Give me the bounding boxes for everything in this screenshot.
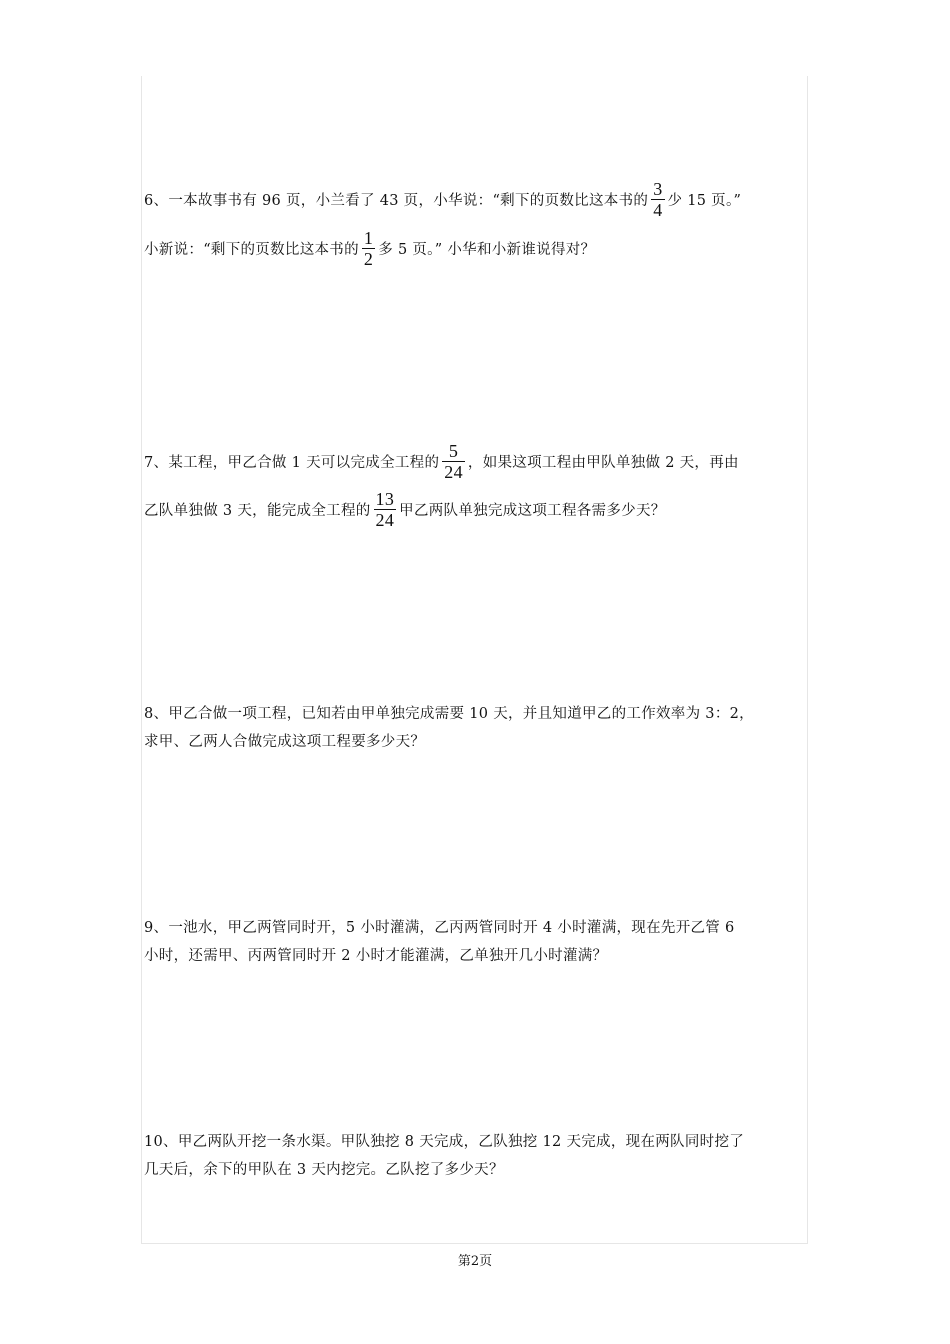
problem-7-line-1-tail: ，如果这项工程由甲队单独做 2 天，再由 — [467, 454, 739, 471]
problem-10-line-2: 几天后，余下的甲队在 3 天内挖完。乙队挖了多少天？ — [144, 1161, 504, 1178]
problem-10-line-1: 10、甲乙两队开挖一条水渠。甲队独挖 8 天完成，乙队独挖 12 天完成，现在两队同时挖了 — [144, 1133, 745, 1150]
fraction-three-quarters: $\frac{3}{4}$ — [653, 178, 663, 220]
problem-9-line-2: 小时，还需甲、丙两管同时开 2 小时才能灌满，乙单独开几小时灌满？ — [144, 947, 608, 964]
problem-6-line-2-text: 小新说：“剩下的页数比这本书的 — [144, 241, 359, 258]
problem-6-line-2-tail: 多 5 页。” 小华和小新谁说得对？ — [378, 241, 596, 258]
problem-7-line-2-tail: 甲乙两队单独完成这项工程各需多少天？ — [399, 502, 666, 519]
problem-6-line-1-tail: 少 15 页。” — [667, 192, 742, 209]
problem-9-line-1: 9、一池水，甲乙两管同时开，5 小时灌满，乙丙两管同时开 4 小时灌满，现在先开乙管 6 — [144, 919, 735, 936]
problem-6-line-2 — [144, 219, 595, 277]
problem-7-line-2 — [144, 480, 666, 538]
fraction-thirteen-twentyfourths: $\frac{13}{24}$ — [375, 488, 395, 530]
problem-7-line-1-text: 7、某工程，甲乙合做 1 天可以完成全工程的 — [144, 454, 440, 471]
fraction-five-twentyfourths: $\frac{5}{24}$ — [444, 440, 463, 482]
problem-7-line-2-text: 乙队单独做 3 天，能完成全工程的 — [144, 502, 371, 519]
page-number: 第2页 — [457, 1254, 493, 1269]
problem-8-line-1: 8、甲乙合做一项工程，已知若由甲单独完成需要 10 天，并且知道甲乙的工作效率为 3：2， — [144, 705, 754, 722]
problem-8-line-2: 求甲、乙两人合做完成这项工程要多少天？ — [144, 733, 426, 750]
fraction-one-half: $\frac{1}{2}$ — [363, 227, 374, 269]
problem-6-line-1-text: 6、一本故事书有 96 页，小兰看了 43 页，小华说：“剩下的页数比这本书的 — [144, 192, 649, 209]
